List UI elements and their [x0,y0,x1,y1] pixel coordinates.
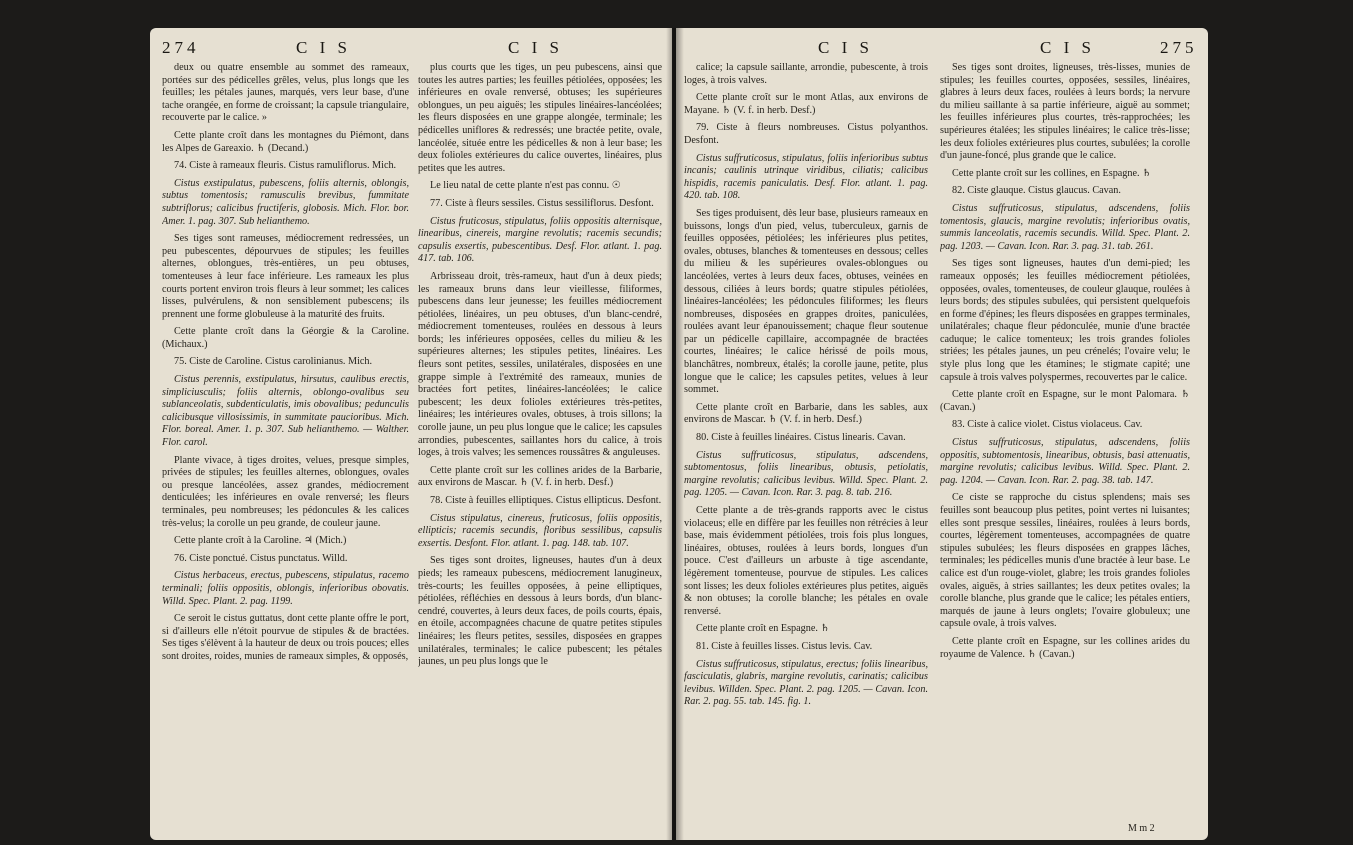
paragraph: deux ou quatre ensemble au sommet des rameaux, portées sur des pédicelles grêles, velus, plus longs que les feuilles; les pétales jaunes, marqués, vers leur base, d'une tache orangée, en forme de croissant; la capsule triangulaire, recouverte par le calice. » [162,62,409,124]
paragraph: Ses tiges sont ligneuses, hautes d'un demi-pied; les rameaux opposés; les feuilles médiocrement pétiolées, opposées, ovales, tomenteuses, de couleur glauque, roulées à leurs bords; des stipules subulées, qui persistent quelquefois en forme d'épines; les fleurs disposées en grappes terminales, unilatérales; chaque fleur pédonculée, munie d'une bractée caduque; le calice tomenteux; les trois grandes folioles striées; les pétales jaunes, un peu crénelés; l'ovaire velu; le style plus long que les étamines; le stigmate capité; une capsule à trois valves polyspermes, recouvertes par le calice. [940,258,1190,383]
paragraph: Cette plante croît sur le mont Atlas, aux environs de Mayane. ♄ (V. f. in herb. Desf.) [684,92,928,116]
paragraph: 79. Ciste à fleurs nombreuses. Cistus polyanthos. Desfont. [684,122,928,146]
paragraph: Cette plante croît en Espagne, sur le mont Palomara. ♄ (Cavan.) [940,389,1190,413]
paragraph: Cistus suffruticosus, stipulatus, adscendens, foliis tomentosis, glaucis, margine revolutis; inferioribus ovatis, summis lanceolatis, racemis secundis. Willd. Spec. Plant. 2. pag. 1203. — Cavan. Icon. Rar. 3. pag. 31. tab. 261. [940,202,1190,252]
paragraph: Cette plante a de très-grands rapports avec le cistus violaceus; elle en diffère par les feuilles non rétrécies à leur base, mais évidemment pétiolées, trois fois plus longues, linéaires, obtuses, roulées à leurs bords, longues d'un pouce. C'est d'ailleurs un arbuste à tige ascendante, légèrement tomenteuse, pourvue de stipules. Les calices sont lisses; les deux folioles extérieures plus petites, aiguës & non obtuses; la corolle blanche; les pétales en ovale renversé. [684,505,928,617]
paragraph: Cistus perennis, exstipulatus, hirsutus, caulibus erectis, simpliciusculis; foliis alternis, oblongo-ovalibus seu sublanceolatis, subdenticulatis, imis obovalibus; pedunculis calicibusque villosissimis, in summitate paucioribus. Mich. Flor. boreal. Amer. 1. p. 307. Sub helianthemo. — Walther. Flor. carol. [162,374,409,449]
paragraph: Ses tiges sont droites, ligneuses, très-lisses, munies de stipules; les feuilles courtes, opposées, sessiles, linéaires, glabres à leurs deux faces, roulées à leurs bords; la nervure du milieu saillante à sa partie inférieure, aiguë au sommet; les feuilles inférieures plus courtes, très-rapprochées; les supérieures étalées; les stipules linéaires; le calice très-lisse; les deux folioles extérieures plus courtes, subulées; la corolle d'un jaune-foncé, plus grande que le calice. [940,62,1190,162]
paragraph: 80. Ciste à feuilles linéaires. Cistus linearis. Cavan. [696,432,906,444]
paragraph: Cette plante croît en Espagne. ♄ [696,623,830,635]
paragraph: Cistus fruticosus, stipulatus, foliis oppositis alternisque, linearibus, cinereis, margine revolutis; racemis secundis; capsulis exsertis, pubescentibus. Desf. Flor. atlant. 1. pag. 417. tab. 106. [418,215,662,265]
paragraph: Cette plante croît dans les montagnes du Piémont, dans les Alpes de Gareaxio. ♄ (Decand.) [162,129,409,154]
paragraph: Cette plante croît sur les collines arides de la Barbarie, aux environs de Mascar. ♄ (V. f. in herb. Desf.) [418,464,662,489]
right-column-1 [684,62,928,832]
left-column-1 [162,62,409,832]
paragraph: Ses tiges produisent, dès leur base, plusieurs rameaux en buissons, longs d'un pied, velus, tuberculeux, garnis de feuilles opposées, pétiolées; les inférieures plus petites, ovales, obtuses, blanches & tomenteuses en dessous; celles du milieu & les supérieures ovales-oblongues ou lancéolées, vertes à leurs deux faces, obtuses, veinées en dessous, ciliées à leurs bords; quatre stipules pétiolées, linéaires-lancéolées; les pédoncules filiformes; les fleurs nombreuses, disposées en grappes droites, paniculées, roulées avant leur épanouissement; chaque fleur soutenue par un pédicelle capillaire, accompagnée de bractées courtes, linéaires; le calice hérissé de poils mous, blanchâtres, nombreux, étalés; la corolle jaune, petite, plus longue que le calice; les capsules petites, velues à leur sommet. [684,207,928,396]
left-column-2 [418,62,662,832]
left-running-head-left: C I S [296,38,351,57]
paragraph: Cistus herbaceus, erectus, pubescens, stipulatus, racemo terminali; foliis oppositis, oblongis, inferioribus obovatis. Willd. Spec. Plant. 2. pag. 1199. [162,570,409,607]
paragraph: 77. Ciste à fleurs sessiles. Cistus sessiliflorus. Desfont. [430,197,654,209]
paragraph: Le lieu natal de cette plante n'est pas connu. ☉ [430,180,621,192]
paragraph: Cistus suffruticosus, stipulatus, erectus; foliis linearibus, fasciculatis, glabris, margine revolutis, carinatis; calicibus levibus. Willden. Spec. Plant. 2. pag. 1205. — Cavan. Icon. Rar. 2. pag. 55. tab. 145. fig. 1. [684,658,928,708]
paragraph: 74. Ciste à rameaux fleuris. Cistus ramuliflorus. Mich. [174,160,397,172]
paragraph: Cette plante croît à la Caroline. ♃ (Mich.) [174,535,347,547]
paragraph: Cistus suffruticosus, stipulatus, foliis inferioribus subtus incanis; caulinis utrinque viridibus, ciliatis; calicibus hispidis, racemis paniculatis. Desf. Flor. atlant. 1. pag. 420. tab. 108. [684,152,928,202]
paragraph: Cette plante croît dans la Géorgie & la Caroline. (Michaux.) [162,326,409,350]
paragraph: Cistus suffruticosus, stipulatus, adscendens, foliis oppositis, subtomentosis, linearibus, obtusis, basi attenuatis, margine revolutis; calicibus levibus. Willd. Spec. Plant. 2. pag. 1204. — Cavan. Icon. Rar. 2. pag. 38. tab. 147. [940,437,1190,486]
paragraph: plus courts que les tiges, un peu pubescens, ainsi que toutes les autres parties; les feuilles pétiolées, opposées; les inférieures en ovale renversé, obtuses; les supérieures oblongues, un peu aiguës; les stipules linéaires-lancéolées; les fleurs disposées en une grappe alongée, terminale; les pédicelles uniflores & redressés; une bractée petite, ovale, lancéolée, située entre les pédicelles & non à leur base; les deux folioles extérieures du calice ouvertes, linéaires, plus petites que les autres. [418,62,662,174]
right-column-2 [940,62,1190,832]
paragraph: Ses tiges sont rameuses, médiocrement redressées, un peu pubescentes, dépourvues de stipules; les feuilles alternes, oblongues, très-entières, un peu obtuses, tomenteuses à leur face inférieure. Les rameaux les plus courts portent environ trois fleurs à leur sommet; les calices lisses, pulvérulens, & non sensiblement pubescens; ils prennent une forme globuleuse à la maturité des fruits. [162,233,409,320]
paragraph: 83. Ciste à calice violet. Cistus violaceus. Cav. [952,419,1143,431]
right-running-head-left: C I S [818,38,873,57]
paragraph: Cette plante croît en Barbarie, dans les sables, aux environs de Mascar. ♄ (V. f. in herb. Desf.) [684,401,928,426]
paragraph: Arbrisseau droit, très-rameux, haut d'un à deux pieds; les rameaux bruns dans leur vieillesse, filiformes, pubescens dans leur jeunesse; les feuilles médiocrement pétiolées, linéaires, un peu obtuses, d'un blanc-cendré, médiocrement tomenteuses, roulées en dessous à leurs bords; les inférieures opposées, celles du milieu & les supérieures alternes; les stipules petites, linéaires. Les fleurs sont petites, sessiles, unilatérales, disposées en une grappe simple à l'extrémité des rameaux, munies de bractées fort petites, linéaires-lancéolées; le calice pubescent; les deux folioles extérieures très-petites, linéaires; les intérieures ovales, obtuses, à trois sillons; la corolle jaune, un peu plus longue que le calice; les capsules arrondies, pubescentes, saillantes hors du calice, à trois loges, à trois valves; les semences roussâtres & anguleuses. [418,270,662,459]
paragraph: 75. Ciste de Caroline. Cistus carolinianus. Mich. [174,356,373,368]
signature-mark: M m 2 [1128,823,1155,834]
paragraph: Ce ciste se rapproche du cistus splendens; mais ses feuilles sont beaucoup plus petites, point vertes ni luisantes; elles sont presque sessiles, linéaires, roulées à leurs bords, courtes, légèrement tomenteuses, accompagnées de quatre stipules subulées; les fleurs disposées en grappes lâches, terminales; les pédicelles munis d'une bractée à leur base. Le calice est d'un rouge-violet, glabre; les trois grandes folioles ovales, aiguës, à stries saillantes; les deux petites ovales; la corolle blanche, plus grande que le calice; les pétales entiers, marqués de jaune à leurs onglets; l'ovaire globuleux; une capsule ovale, à trois valves. [940,492,1190,630]
paragraph: Cette plante croît en Espagne, sur les collines arides du royaume de Valence. ♄ (Cavan.) [940,635,1190,660]
paragraph: 81. Ciste à feuilles lisses. Cistus levis. Cav. [696,640,873,652]
paragraph: Plante vivace, à tiges droites, velues, presque simples, privées de stipules; les feuilles alternes, oblongues, ovales ou presque lancéolées, assez grandes, médiocrement denticulées; les inférieures en ovale renversé; les fleurs terminales, peu nombreuses; les pédoncules & les calices très-velus; la corolle un peu grande, de couleur jaune. [162,454,409,529]
paragraph: 78. Ciste à feuilles elliptiques. Cistus ellipticus. Desfont. [430,495,662,506]
paragraph: Cistus exstipulatus, pubescens, foliis alternis, oblongis, subtus tomentosis; ramusculis brevibus, fummitate subtriflorus; calicibus fructiferis, globosis. Mich. Flor. bor. Amer. 1. pag. 307. Sub helianthemo. [162,177,409,227]
paragraph: 76. Ciste ponctué. Cistus punctatus. Willd. [174,552,348,564]
right-running-head-right: C I S [1040,38,1095,57]
paragraph: Cistus stipulatus, cinereus, fruticosus, foliis oppositis, ellipticis; racemis secundis, floribus sessilibus, capsulis exsertis. Desfont. Flor. atlant. 1. pag. 148. tab. 107. [418,512,662,549]
paragraph: Ses tiges sont droites, ligneuses, hautes d'un à deux pieds; les rameaux pubescens, médiocrement lanugineux, très-courts; les feuilles opposées, à peine elliptiques, pétiolées, réfléchies en dessous à leurs bords, d'un blanc-cendré, couvertes, à leurs deux faces, de poils courts, épais, en étoile, accompagnées chacune de quatre petites stipules linéaires; les fleurs petites, sessiles, disposées en grappes unilatérales, terminales; le calice pubescent; les pétales jaunes, un peu plus longs que le [418,555,662,668]
left-page-number: 274 [162,38,200,57]
paragraph: calice; la capsule saillante, arrondie, pubescente, à trois loges, à trois valves. [684,62,928,86]
left-running-head-right: C I S [508,38,563,57]
paragraph: Ce seroit le cistus guttatus, dont cette plante offre le port, si d'ailleurs elle n'étoit pourvue de stipules & de bractées. Ses tiges s'élèvent à la hauteur de deux ou trois pouces; elles sont droites, roides, munies de rameaux simples, & opposés, [162,613,409,662]
right-page-number: 275 [1160,38,1198,57]
paragraph: Cistus suffruticosus, stipulatus, adscendens, subtomentosus, foliis linearibus, obtusis, petiolatis, margine revolutis; calicibus levibus. Willd. Spec. Plant. 2. pag. 1205. — Cavan. Icon. Rar. 3. pag. 8. tab. 216. [684,449,928,499]
book-gutter [666,28,684,840]
paragraph: 82. Ciste glauque. Cistus glaucus. Cavan. [952,185,1121,197]
paragraph: Cette plante croît sur les collines, en Espagne. ♄ [952,167,1152,179]
